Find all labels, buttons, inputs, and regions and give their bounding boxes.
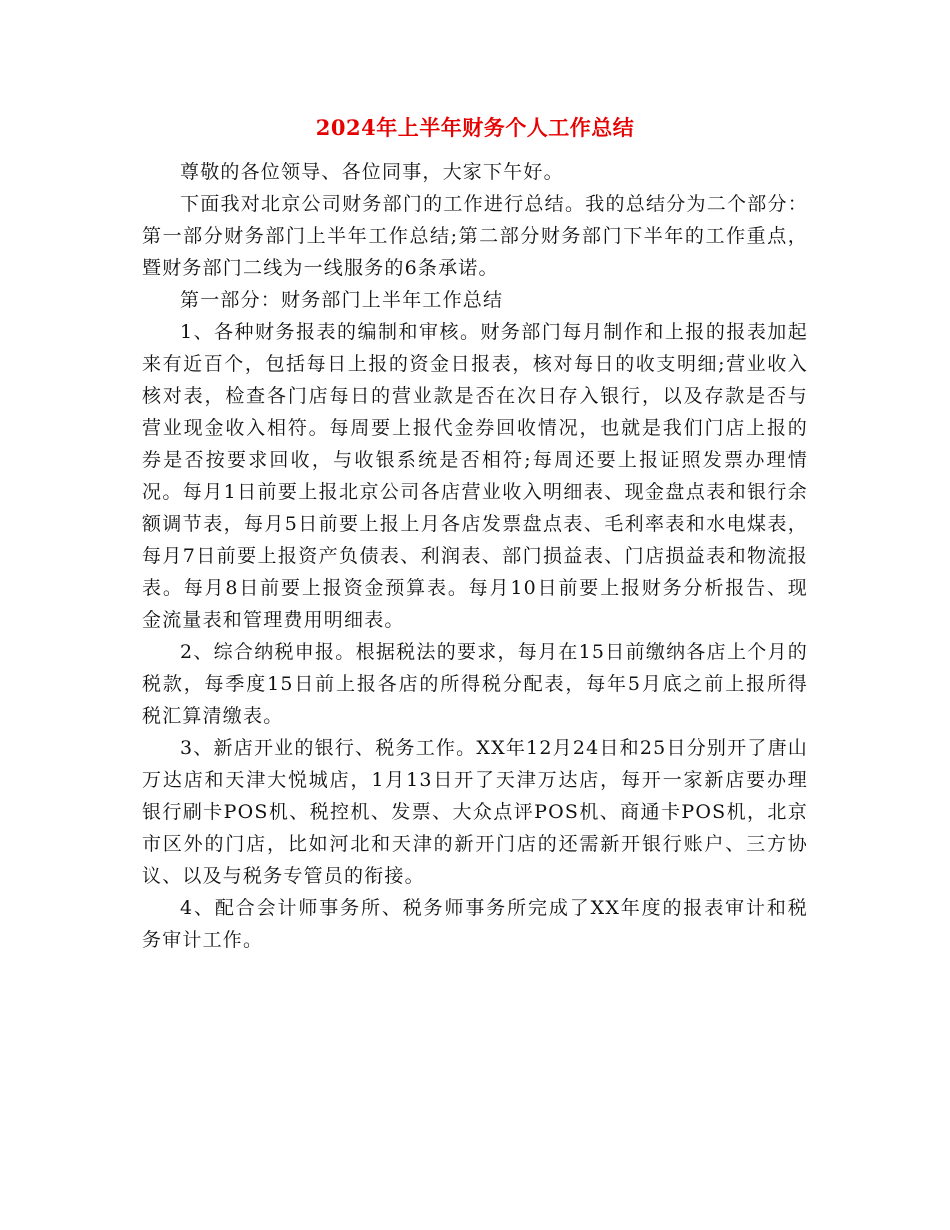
paragraph-item-3: 3、新店开业的银行、税务工作。XX年12月24日和25日分别开了唐山万达店和天津大悦城店，1月13日开了天津万达店，每开一家新店要办理银行刷卡POS机、税控机、发票、大众点评POS机、商通卡POS机，北京市区外的门店，比如河北和天津的新开门店的还需新开银行账户、三方协议、以及与税务专管员的衔接。	[142, 737, 808, 887]
document-title: 2024年上半年财务个人工作总结	[315, 115, 635, 140]
paragraph-greeting: 尊敬的各位领导、各位同事，大家下午好。	[180, 161, 564, 183]
paragraph-item-1: 1、各种财务报表的编制和审核。财务部门每月制作和上报的报表加起来有近百个，包括每日上报的资金日报表，核对每日的收支明细;营业收入核对表，检查各门店每日的营业款是否在次日存入银行，以及存款是否与营业现金收入相符。每周要上报代金券回收情况，也就是我们门店上报的券是否按要求回收，与收银系统是否相符;每周还要上报证照发票办理情况。每月1日前要上报北京公司各店营业收入明细表、现金盘点表和银行余额调节表，每月5日前要上报上月各店发票盘点表、毛利率表和水电煤表，每月7日前要上报资产负债表、利润表、部门损益表、门店损益表和物流报表。每月8日前要上报资金预算表。每月10日前要上报财务分析报告、现金流量表和管理费用明细表。	[142, 321, 808, 631]
section-heading-part-one: 第一部分：财务部门上半年工作总结	[180, 289, 504, 311]
paragraph-intro: 下面我对北京公司财务部门的工作进行总结。我的总结分为二个部分：第一部分财务部门上半年工作总结;第二部分财务部门下半年的工作重点，暨财务部门二线为一线服务的6条承诺。	[142, 193, 808, 279]
paragraph-item-2: 2、综合纳税申报。根据税法的要求，每月在15日前缴纳各店上个月的税款，每季度15日前上报各店的所得税分配表，每年5月底之前上报所得税汇算清缴表。	[142, 641, 808, 727]
document-body	[142, 156, 808, 956]
paragraph-item-4: 4、配合会计师事务所、税务师事务所完成了XX年度的报表审计和税务审计工作。	[142, 897, 808, 951]
